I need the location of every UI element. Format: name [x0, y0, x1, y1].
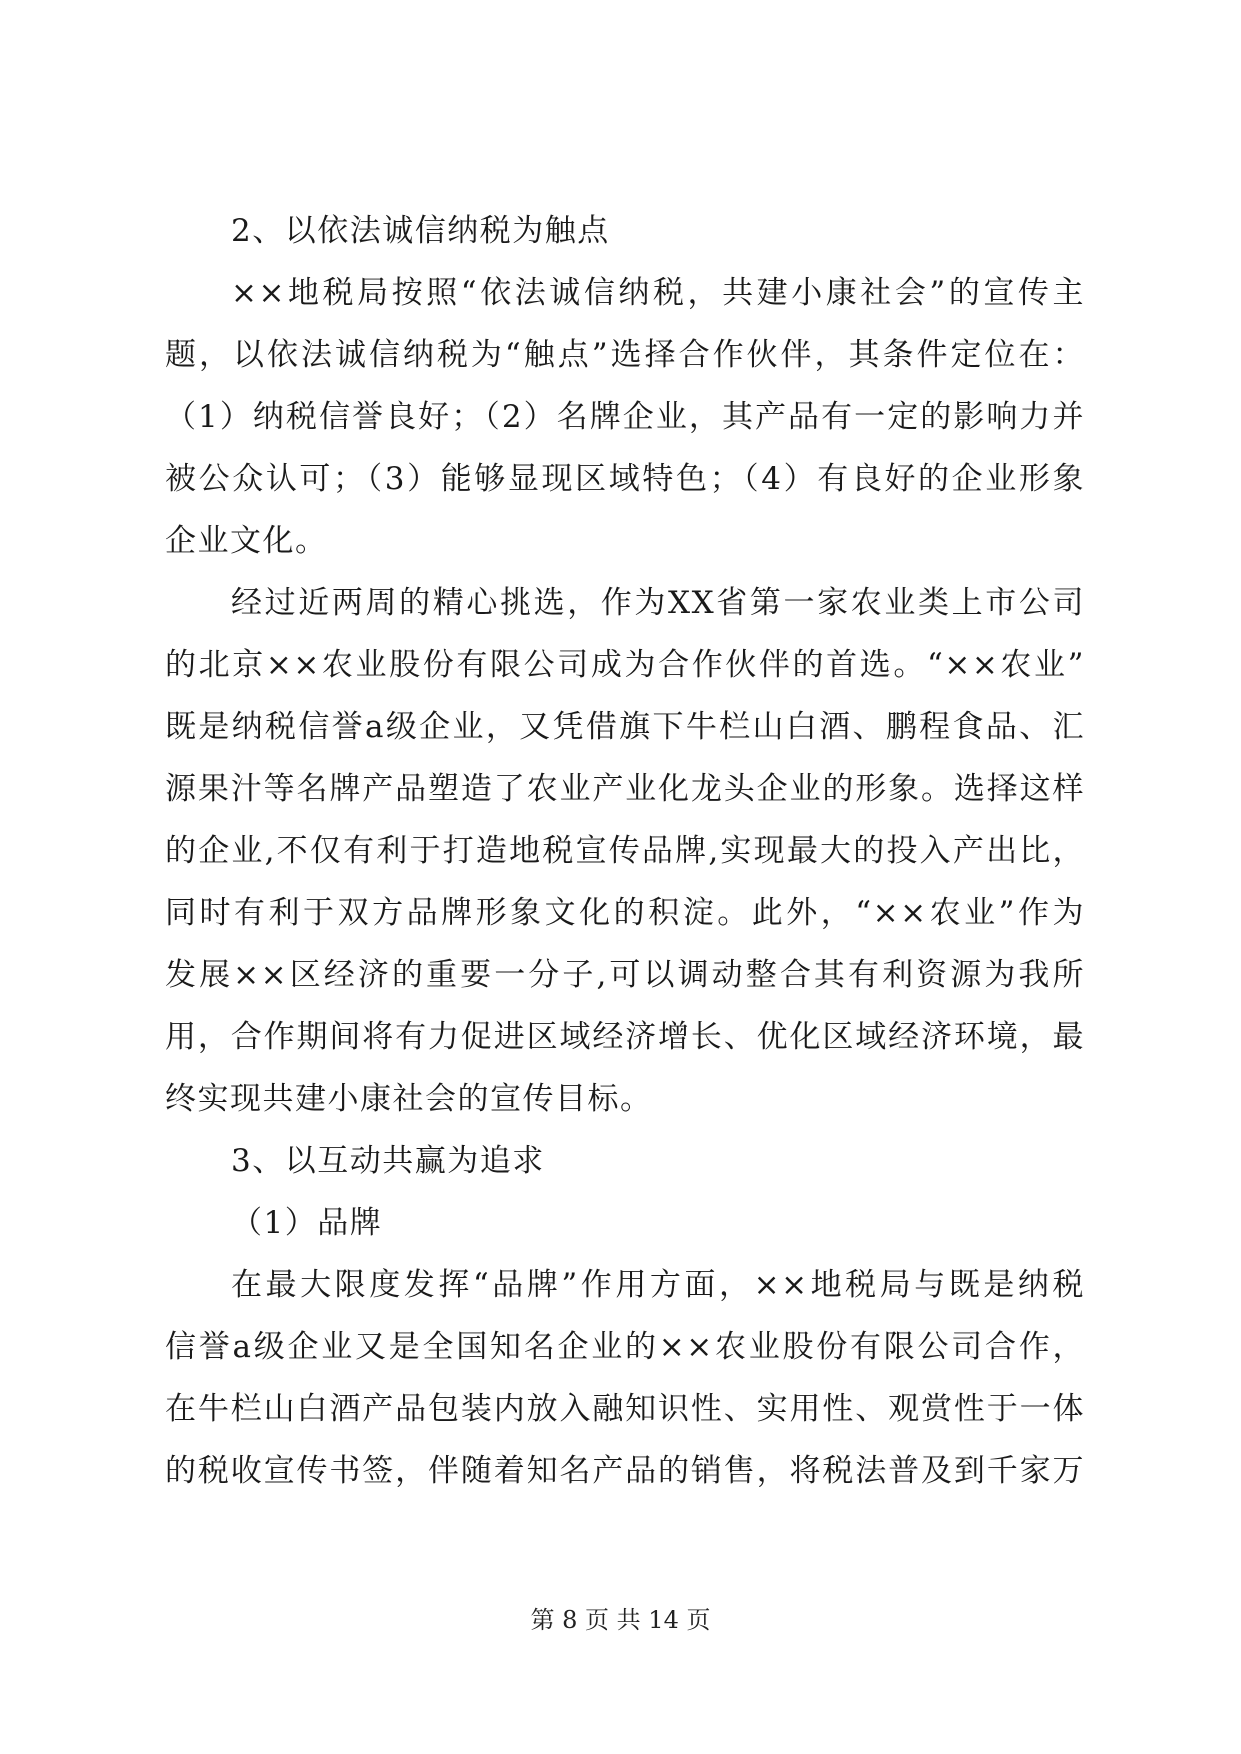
paragraph-line: 信誉a级企业又是全国知名企业的××农业股份有限公司合作， — [165, 1329, 1085, 1365]
paragraph-line: 的北京××农业股份有限公司成为合作伙伴的首选。“××农业” — [165, 647, 1085, 683]
paragraph-line: 的税收宣传书签，伴随着知名产品的销售，将税法普及到千家万 — [165, 1453, 1085, 1489]
paragraph-line: 同时有利于双方品牌形象文化的积淀。此外，“××农业”作为 — [165, 895, 1085, 931]
paragraph-line: 源果汁等名牌产品塑造了农业产业化龙头企业的形象。选择这样 — [165, 771, 1085, 807]
paragraph-line: 既是纳税信誉a级企业，又凭借旗下牛栏山白酒、鹏程食品、汇 — [165, 709, 1085, 745]
paragraph-line: 的企业,不仅有利于打造地税宣传品牌,实现最大的投入产出比， — [165, 833, 1085, 869]
paragraph-line: （1）纳税信誉良好；（2）名牌企业，其产品有一定的影响力并 — [165, 399, 1085, 435]
paragraph-line: 在牛栏山白酒产品包装内放入融知识性、实用性、观赏性于一体 — [165, 1391, 1085, 1427]
paragraph-line: 发展××区经济的重要一分子,可以调动整合其有利资源为我所 — [165, 957, 1085, 993]
paragraph-line: 终实现共建小康社会的宣传目标。 — [165, 1081, 653, 1117]
page-footer: 第 8 页 共 14 页 — [530, 1606, 711, 1634]
paragraph-line: 在最大限度发挥“品牌”作用方面，××地税局与既是纳税 — [231, 1267, 1085, 1303]
paragraph-line: 用，合作期间将有力促进区域经济增长、优化区域经济环境，最 — [165, 1019, 1085, 1055]
paragraph-line: 被公众认可；（3）能够显现区域特色；（4）有良好的企业形象 — [165, 461, 1085, 497]
paragraph-line: 企业文化。 — [165, 523, 328, 559]
section-heading: 3、以互动共赢为追求 — [231, 1143, 545, 1179]
paragraph-line: ××地税局按照“依法诚信纳税，共建小康社会”的宣传主 — [231, 275, 1085, 311]
section-heading: 2、以依法诚信纳税为触点 — [231, 213, 610, 249]
subsection-heading: （1）品牌 — [231, 1205, 383, 1241]
paragraph-line: 题，以依法诚信纳税为“触点”选择合作伙伴，其条件定位在： — [165, 337, 1085, 373]
document-body — [165, 200, 1085, 1502]
paragraph-line: 经过近两周的精心挑选，作为XX省第一家农业类上市公司 — [231, 585, 1085, 621]
